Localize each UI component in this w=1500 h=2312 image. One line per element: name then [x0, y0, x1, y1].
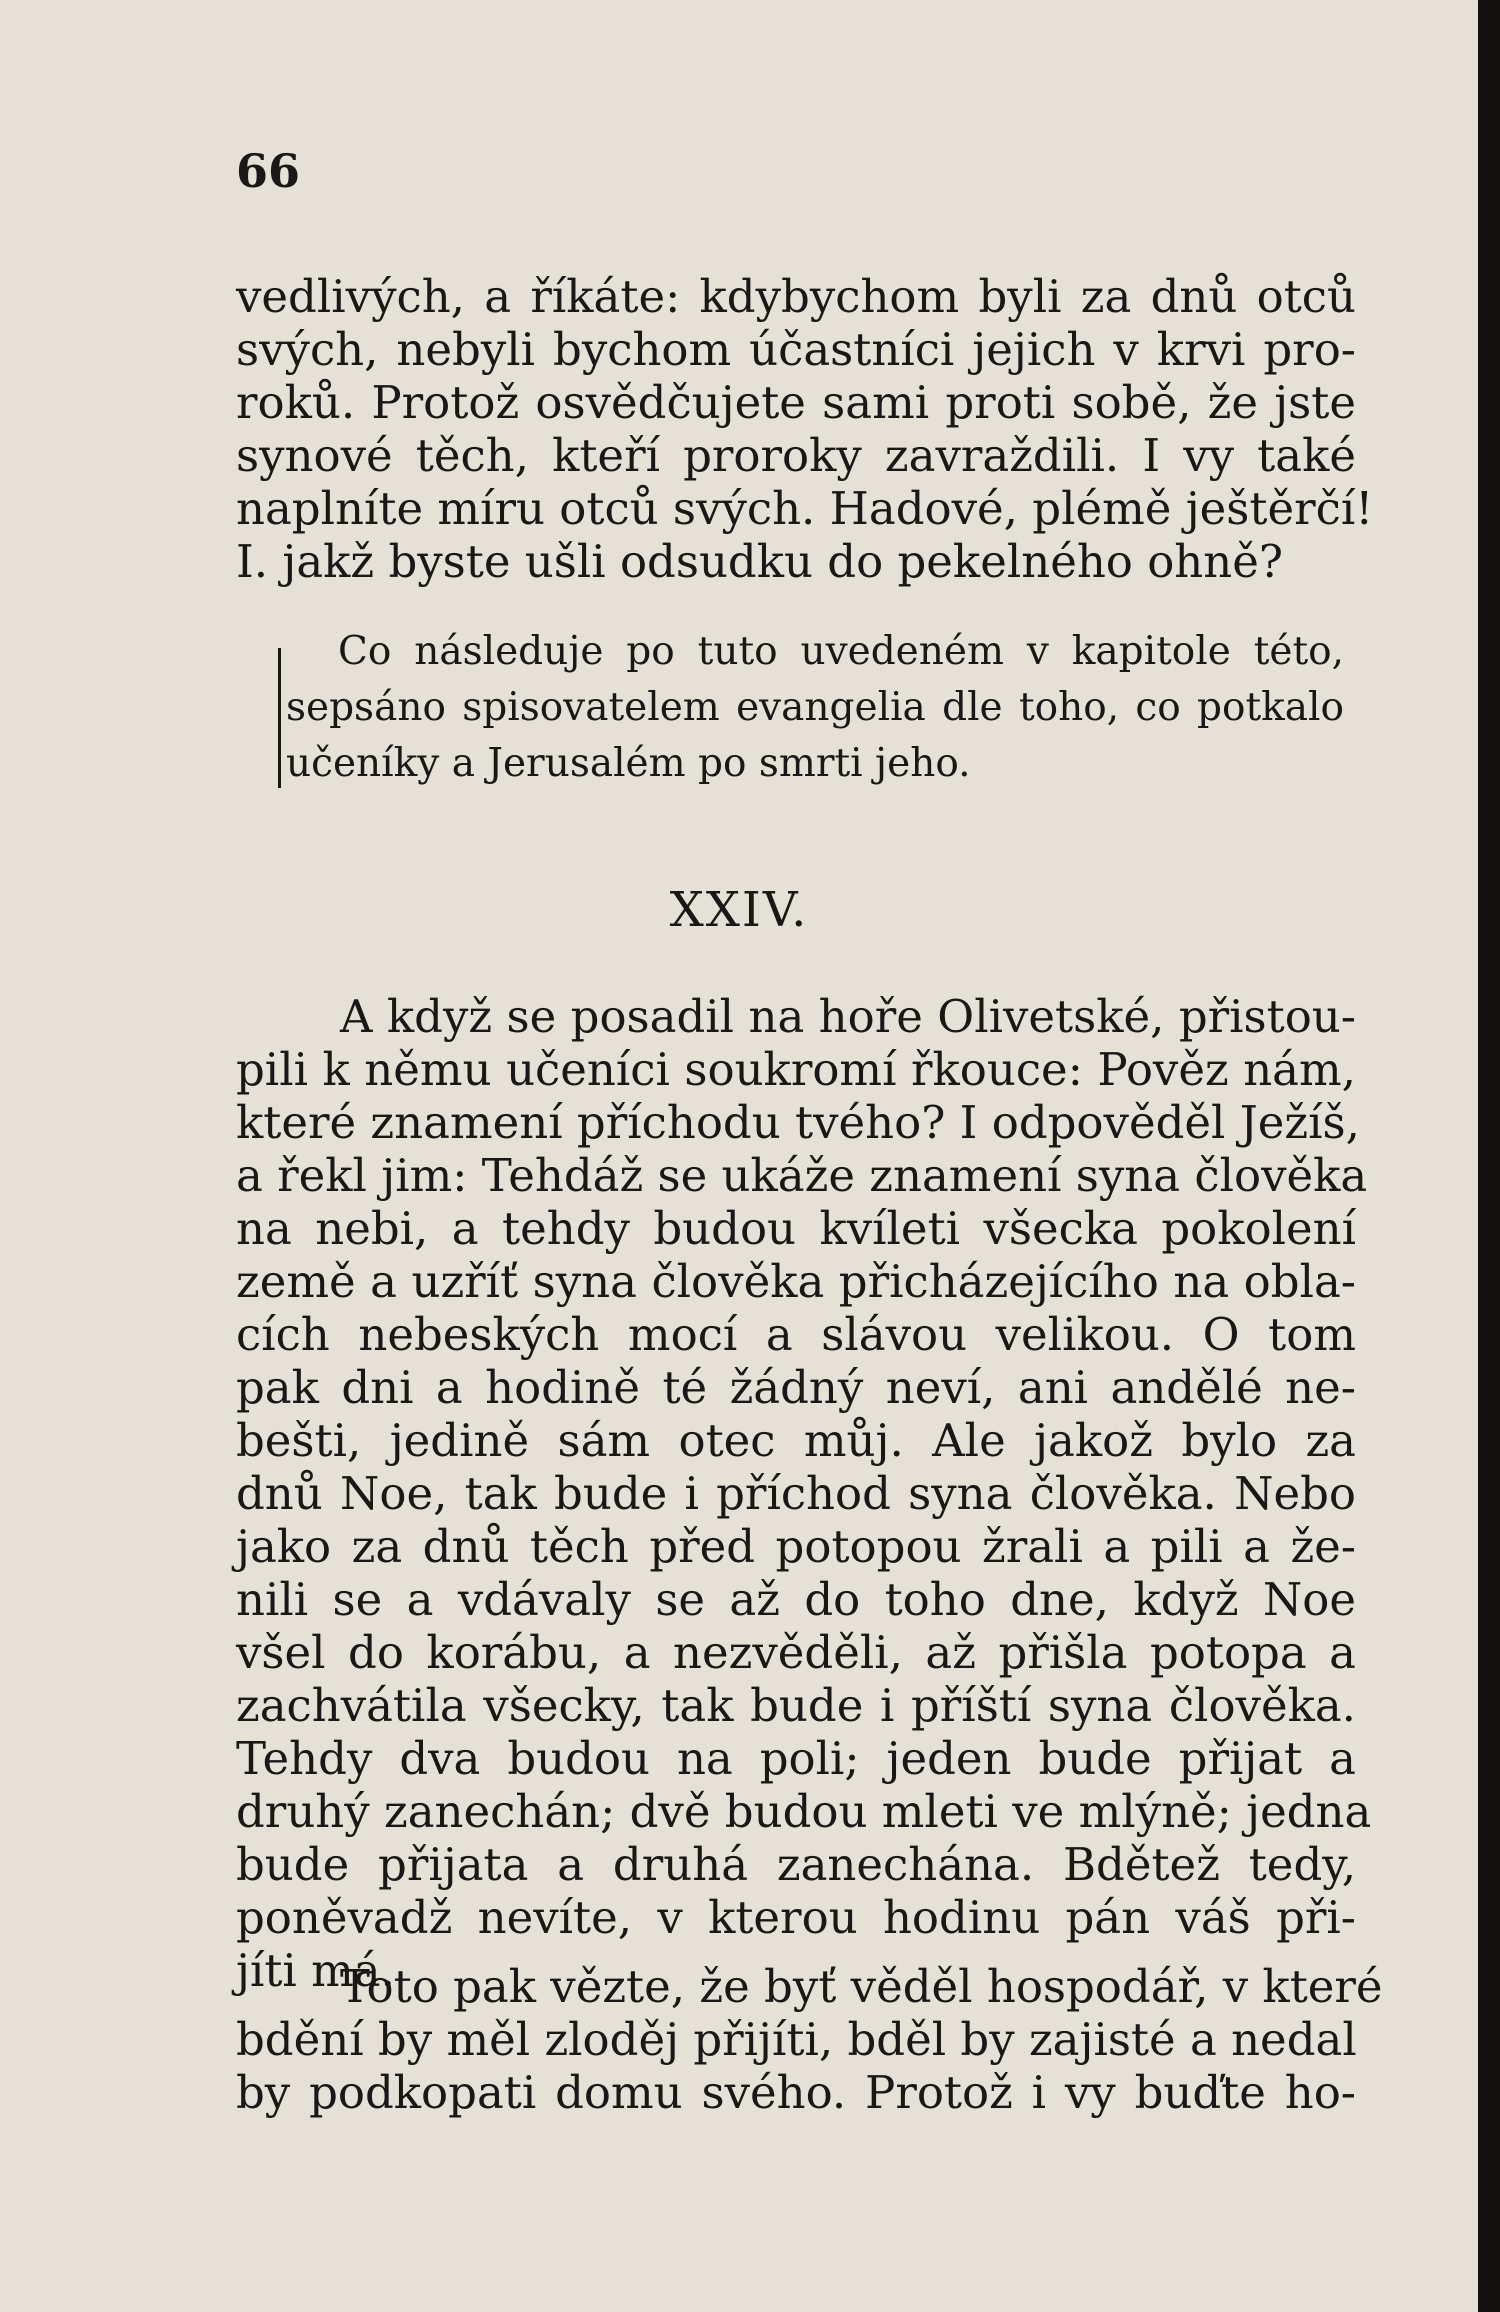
editor-note: [286, 624, 1344, 792]
chapter-heading: XXIV.: [669, 882, 809, 938]
text-line: jako za dnů těch před potopou žrali a pili a že-: [236, 1520, 1356, 1573]
text-line: cích nebeských mocí a slávou velikou. O tom: [236, 1308, 1356, 1361]
text-line: dnů Noe, tak bude i příchod syna člověka. Nebo: [236, 1467, 1356, 1520]
text-line: které znamení příchodu tvého? I odpověděl Ježíš,: [236, 1096, 1360, 1149]
text-line: a řekl jim: Tehdáž se ukáže znamení syna člověka: [236, 1149, 1368, 1202]
text-line: druhý zanechán; dvě budou mleti ve mlýně; jedna: [236, 1785, 1372, 1838]
text-line: bešti, jedině sám otec můj. Ale jakož bylo za: [236, 1414, 1356, 1467]
paragraph-one: [236, 990, 1372, 1997]
text-line: vedlivých, a říkáte: kdybychom byli za dnů otců: [236, 270, 1356, 323]
scan-edge-shadow: [1478, 0, 1500, 2312]
text-line: roků. Protož osvědčujete sami proti sobě, že jste: [236, 376, 1356, 429]
text-line: zachvátila všecky, tak bude i příští syna člověka.: [236, 1679, 1356, 1732]
text-line: svých, nebyli bychom účastníci jejich v krvi pro-: [236, 323, 1356, 376]
text-line: na nebi, a tehdy budou kvíleti všecka pokolení: [236, 1202, 1356, 1255]
text-line: poněvadž nevíte, v kterou hodinu pán váš při-: [236, 1891, 1356, 1944]
paragraph-two: [236, 1960, 1383, 2119]
text-line: bude přijata a druhá zanechána. Bdětež tedy,: [236, 1838, 1356, 1891]
text-line: by podkopati domu svého. Protož i vy buďte ho-: [236, 2066, 1356, 2119]
text-line: naplníte míru otců svých. Hadové, plémě ještěrčí!: [236, 482, 1374, 535]
text-line: bdění by měl zloděj přijíti, bděl by zajisté a nedal: [236, 2013, 1357, 2066]
text-line: pili k němu učeníci soukromí řkouce: Pověz nám,: [236, 1043, 1356, 1096]
text-line: A když se posadil na hoře Olivetské, přistou-: [340, 990, 1356, 1043]
text-line: pak dni a hodině té žádný neví, ani andělé ne-: [236, 1361, 1356, 1414]
text-line: Tehdy dva budou na poli; jeden bude přijat a: [236, 1732, 1356, 1785]
note-line: sepsáno spisovatelem evangelia dle toho, co potkalo: [286, 685, 1344, 730]
note-line: Co následuje po tuto uvedeném v kapitole této,: [338, 629, 1344, 674]
note-bracket: [278, 648, 281, 788]
note-line: učeníky a Jerusalém po smrti jeho.: [286, 741, 971, 786]
text-line: Toto pak vězte, že byť věděl hospodář, v které: [340, 1960, 1383, 2013]
text-line: nili se a vdávaly se až do toho dne, když Noe: [236, 1573, 1356, 1626]
top-paragraph: [236, 270, 1374, 588]
text-line: všel do korábu, a nezvěděli, až přišla potopa a: [236, 1626, 1356, 1679]
text-line: jíti má.: [236, 1944, 395, 1997]
text-line: synové těch, kteří proroky zavraždili. I vy také: [236, 429, 1356, 482]
text-line: země a uzříť syna člověka přicházejícího na obla-: [236, 1255, 1356, 1308]
text-line: I. jakž byste ušli odsudku do pekelného ohně?: [236, 535, 1284, 588]
page-number: 66: [236, 144, 301, 198]
